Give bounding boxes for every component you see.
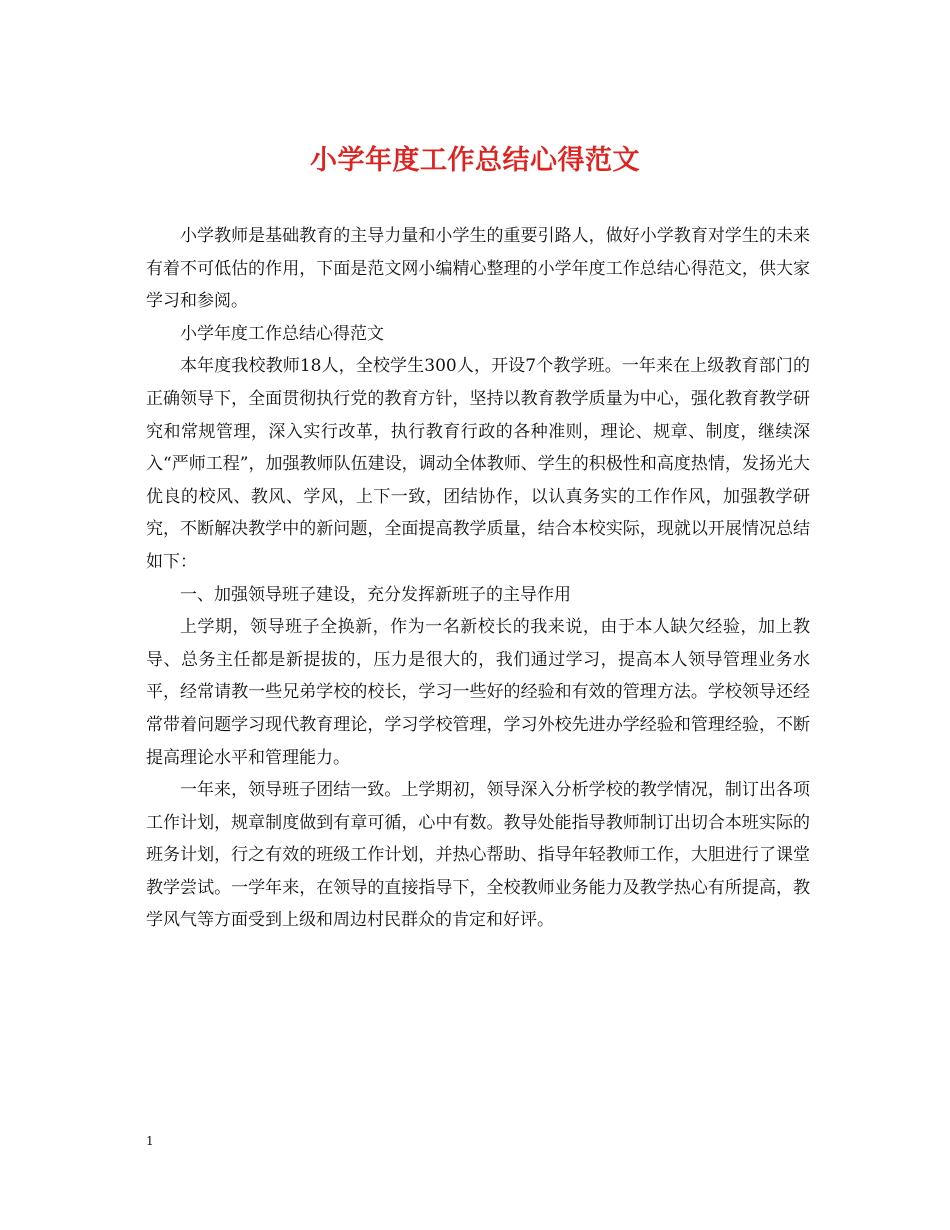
paragraph-overview: 本年度我校教师18人，全校学生300人，开设7个教学班。一年来在上级教育部门的正确领导下，全面贯彻执行党的教育方针，坚持以教育教学质量为中心，强化教育教学研究和常规管理，深入实行改革，执行教育行政的各种准则，理论、规章、制度，继续深入“严师工程”，加强教师队伍建设，调动全体教师、学生的积极性和高度热情，发扬光大优良的校风、教风、学风，上下一致，团结协作，以认真务实的工作作风，加强教学研究，不断解决教学中的新问题，全面提高教学质量，结合本校实际，现就以开展情况总结如下： bbox=[146, 356, 810, 572]
document-title: 小学年度工作总结心得范文 bbox=[310, 145, 640, 176]
paragraph-leadership-first-term: 上学期，领导班子全换新，作为一名新校长的我来说，由于本人缺欠经验，加上教导、总务主任都是新提拔的，压力是很大的，我们通过学习，提高本人领导管理业务水平，经常请教一些兄弟学校的校长，学习一些好的经验和有效的管理方法。学校领导还经常带着问题学习现代教育理论，学习学校管理，学习外校先进办学经验和管理经验，不断提高理论水平和管理能力。 bbox=[146, 617, 810, 768]
section-heading-leadership: 一、加强领导班子建设，充分发挥新班子的主导作用 bbox=[180, 584, 571, 605]
page-number: 1 bbox=[146, 1134, 154, 1148]
paragraph-intro: 小学教师是基础教育的主导力量和小学生的重要引路人，做好小学教育对学生的未来有着不可低估的作用，下面是范文网小编精心整理的小学年度工作总结心得范文，供大家学习和参阅。 bbox=[146, 226, 810, 312]
paragraph-subtitle: 小学年度工作总结心得范文 bbox=[180, 323, 384, 344]
document-body bbox=[146, 220, 810, 937]
paragraph-leadership-year: 一年来，领导班子团结一致。上学期初，领导深入分析学校的教学情况，制订出各项工作计划，规章制度做到有章可循，心中有数。教导处能指导教师制订出切合本班实际的班务计划，行之有效的班级工作计划，并热心帮助、指导年轻教师工作，大胆进行了课堂教学尝试。一学年来，在领导的直接指导下，全校教师业务能力及教学热心有所提高，教学风气等方面受到上级和周边村民群众的肯定和好评。 bbox=[146, 780, 810, 931]
